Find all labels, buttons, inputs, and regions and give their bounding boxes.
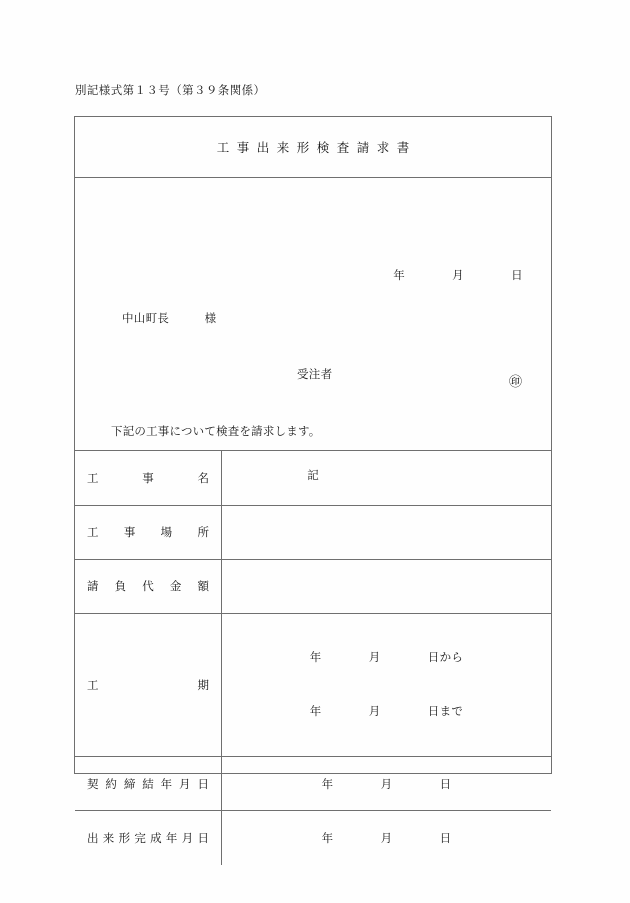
- submission-date-line: 年 月 日: [393, 268, 523, 282]
- table-row-construction-location: [75, 505, 551, 559]
- label-char: 工: [87, 677, 99, 692]
- period-start-line: 年 月 日から: [309, 650, 464, 665]
- label-char: 契: [87, 776, 99, 791]
- label-char: 年: [160, 776, 173, 791]
- label-char: 結: [142, 776, 154, 791]
- label-char: 締: [123, 776, 136, 791]
- label-text: [87, 524, 209, 540]
- label-text: [87, 578, 209, 594]
- label-char: 請: [87, 579, 99, 593]
- contractor-label: 受注者: [297, 367, 333, 381]
- value-text: 年 月 日: [321, 830, 452, 845]
- ki-marker: 記: [307, 468, 319, 482]
- form-number-header: 別記様式第１３号（第３９条関係）: [75, 83, 266, 97]
- table-row-construction-period: [75, 613, 551, 757]
- form-outer-frame: [74, 116, 552, 845]
- label-char: 場: [160, 525, 173, 539]
- period-value: [222, 614, 551, 757]
- label-char: 月: [179, 776, 191, 791]
- preamble-section: [75, 178, 551, 482]
- table-row-completion-date: [75, 811, 551, 865]
- label-text: [87, 470, 209, 486]
- label-char: 金: [169, 579, 182, 593]
- row-value-construction-period[interactable]: [222, 613, 552, 757]
- label-char: 工: [87, 525, 99, 539]
- row-value-contract-date[interactable]: [222, 757, 552, 811]
- table-row-contract-date: [75, 757, 551, 811]
- label-text: [87, 776, 209, 792]
- row-label-contract-amount: [75, 559, 222, 613]
- row-label-contract-date: [75, 757, 222, 811]
- label-char: 完: [134, 830, 146, 845]
- label-char: 期: [197, 677, 209, 692]
- construction-details-table: [75, 451, 551, 865]
- label-char: 所: [197, 525, 209, 539]
- table-row-contract-amount: [75, 559, 551, 613]
- row-value-completion-date[interactable]: [222, 811, 552, 865]
- table-row-construction-name: [75, 451, 551, 505]
- row-label-construction-period: [75, 613, 222, 757]
- seal-stamp-icon: ㊞: [509, 375, 523, 390]
- label-char: 出: [87, 830, 99, 845]
- label-char: 名: [197, 470, 209, 485]
- document-title: 工事出来形検査請求書: [216, 140, 417, 155]
- label-char: 額: [197, 579, 209, 593]
- value-text: 年 月 日: [321, 776, 452, 791]
- label-text: [87, 830, 209, 846]
- label-char: 月: [181, 830, 194, 845]
- label-char: 年: [165, 830, 178, 845]
- label-char: 形: [118, 830, 131, 845]
- label-text: [87, 677, 209, 693]
- row-value-contract-amount[interactable]: [222, 559, 552, 613]
- label-char: 成: [150, 830, 162, 845]
- row-label-construction-location: [75, 505, 222, 559]
- label-char: 代: [142, 579, 154, 593]
- row-value-construction-name[interactable]: [222, 451, 552, 505]
- label-char: 負: [114, 579, 127, 593]
- period-end-line: 年 月 日まで: [309, 703, 464, 718]
- request-sentence: 下記の工事について検査を請求します。: [111, 424, 321, 438]
- title-band: [75, 117, 551, 178]
- label-char: 来: [102, 830, 115, 845]
- label-char: 事: [142, 470, 154, 485]
- label-char: 事: [123, 525, 136, 539]
- label-char: 日: [197, 830, 209, 845]
- row-label-completion-date: [75, 811, 222, 865]
- row-label-construction-name: [75, 451, 222, 505]
- label-char: 工: [87, 470, 99, 485]
- addressee-line: 中山町長 様: [122, 311, 217, 325]
- label-char: 日: [197, 776, 209, 791]
- row-value-construction-location[interactable]: [222, 505, 552, 559]
- label-char: 約: [105, 776, 117, 791]
